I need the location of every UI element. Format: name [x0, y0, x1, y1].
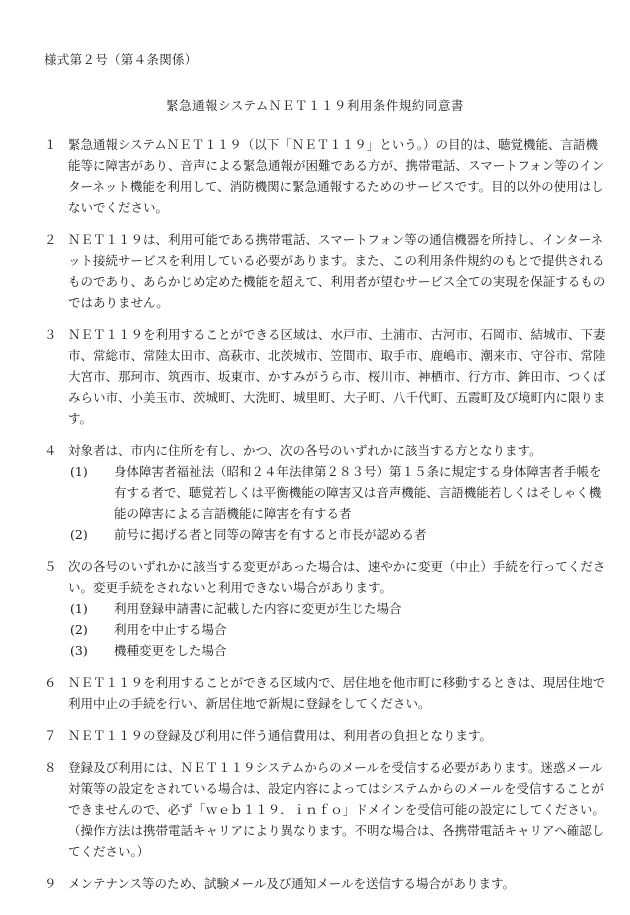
item-number: ９ — [44, 876, 57, 891]
sub-item-1 — [44, 461, 610, 524]
item-text: ＮＥＴ１１９は、利用可能である携帯電話、スマートフォン等の通信機器を所持し、インターネット接続サービスを利用している必要があります。また、この利用条件規約のもとで提供されるものであり、あらかじめ定めた機能を超えて、利用者が望むサービス全ての実現を保証するものではありません。 — [68, 232, 606, 310]
item-number: １ — [44, 137, 57, 152]
sub-list — [44, 598, 610, 661]
terms-item-6 — [44, 672, 610, 714]
item-text: 次の各号のいずれかに該当する変更があった場合は、速やかに変更（中止）手続を行ってください。変更手続をされないと利用できない場合があります。 — [68, 559, 606, 595]
sub-item-text: 利用を中止する場合 — [114, 622, 227, 637]
item-text: ＮＥＴ１１９を利用することができる区域は、水戸市、土浦市、古河市、石岡市、結城市、下妻市、常総市、常陸太田市、高萩市、北茨城市、笠間市、取手市、鹿嶋市、潮来市、守谷市、常陸大宮市、那珂市、筑西市、坂東市、かすみがうら市、桜川市、神栖市、行方市、鉾田市、つくばみらい市、小美玉市、茨城町、大洗町、城里町、大子町、八千代町、五霞町及び境町内に限ります。 — [68, 327, 606, 426]
item-number: ７ — [44, 728, 57, 743]
item-number: ５ — [44, 559, 57, 574]
sub-item-number: (3) — [70, 643, 88, 658]
item-text: 登録及び利用には、ＮＥＴ１１９システムからのメールを受信する必要があります。迷惑メール対策等の設定をされている場合は、設定内容によってはシステムからのメールを受信することができませんので、必ず「ｗｅｂ１１９．ｉｎｆｏ」ドメインを受信可能の設定にしてください。（操作方法は携帯電話キャリアにより異なります。不明な場合は、各携帯電話キャリアへ確認してください。） — [68, 760, 605, 859]
sub-item-number: (2) — [70, 622, 88, 637]
item-number: ８ — [44, 760, 57, 775]
form-number: 様式第２号（第４条関係） — [44, 52, 198, 67]
item-number: ４ — [44, 443, 57, 458]
sub-list — [44, 461, 610, 545]
item-number: ６ — [44, 675, 57, 690]
terms-list — [44, 134, 610, 905]
item-text: メンテナンス等のため、試験メール及び通知メールを送信する場合があります。 — [68, 876, 516, 891]
item-text: 緊急通報システムＮＥＴ１１９（以下「ＮＥＴ１１９」という。）の目的は、聴覚機能、言語機能等に障害があり、音声による緊急通報が困難である方が、携帯電話、スマートフォン等のインターネット機能を利用して、消防機関に緊急通報するためのサービスです。目的以外の使用はしないでください。 — [68, 137, 605, 215]
sub-item-number: (2) — [70, 527, 88, 542]
item-number: ２ — [44, 232, 57, 247]
sub-item-text: 身体障害者福祉法（昭和２４年法律第２８３号）第１５条に規定する身体障害者手帳を有する者で、聴覚若しくは平衡機能の障害又は音声機能、言語機能若しくはそしゃく機能の障害による言語機能に障害を有する者 — [114, 464, 602, 521]
terms-item-7 — [44, 725, 610, 746]
sub-item-2 — [44, 524, 610, 545]
item-text: ＮＥＴ１１９を利用することができる区域内で、居住地を他市町に移動するときは、現居住地で利用中止の手続を行い、新居住地で新規に登録をしてください。 — [68, 675, 606, 711]
item-text: 対象者は、市内に住所を有し、かつ、次の各号のいずれかに該当する方となります。 — [68, 443, 542, 458]
sub-item-text: 機種変更をした場合 — [114, 643, 227, 658]
terms-item-9 — [44, 873, 610, 894]
sub-item-1 — [44, 598, 610, 619]
item-number: ３ — [44, 327, 57, 342]
document-title: 緊急通報システムＮＥＴ１１９利用条件規約同意書 — [166, 98, 464, 113]
terms-item-1 — [44, 134, 610, 218]
sub-item-text: 前号に掲げる者と同等の障害を有すると市長が認める者 — [114, 527, 427, 542]
sub-item-number: (1) — [70, 601, 88, 616]
sub-item-3 — [44, 640, 610, 661]
sub-item-text: 利用登録申請書に記載した内容に変更が生じた場合 — [114, 601, 402, 616]
item-text: ＮＥＴ１１９の登録及び利用に伴う通信費用は、利用者の負担となります。 — [68, 728, 493, 743]
terms-item-2 — [44, 229, 610, 313]
terms-item-5 — [44, 556, 610, 661]
terms-item-4 — [44, 440, 610, 545]
terms-item-3 — [44, 324, 610, 429]
sub-item-2 — [44, 619, 610, 640]
terms-item-8 — [44, 757, 610, 862]
sub-item-number: (1) — [70, 464, 88, 479]
